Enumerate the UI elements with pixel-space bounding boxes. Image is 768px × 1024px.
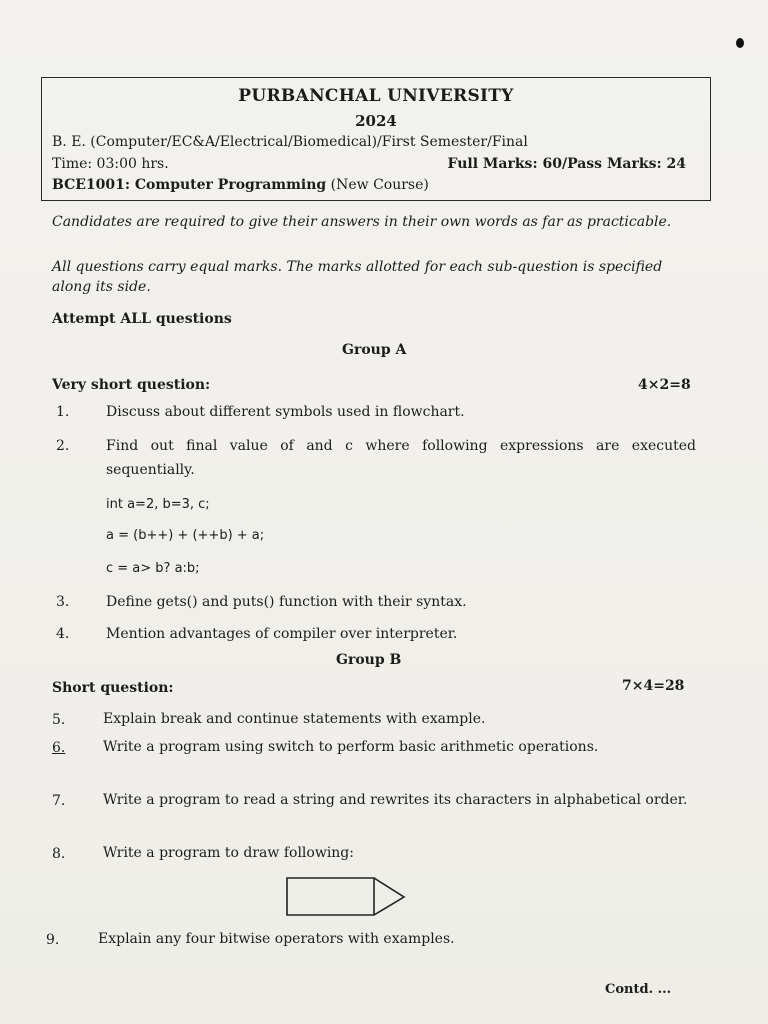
question-text: Write a program using switch to perform basic arithmetic operations. <box>103 739 599 755</box>
question-number: 2. <box>56 438 70 454</box>
question-text: Mention advantages of compiler over interpreter. <box>106 626 458 642</box>
question-number: 7. <box>52 793 66 809</box>
group-b-heading: Short question: <box>52 680 174 696</box>
question-number: 8. <box>52 846 66 862</box>
subject-code-bold: BCE1001: Computer Programming <box>52 177 327 193</box>
attempt-all-label: Attempt ALL questions <box>52 311 232 327</box>
question-number: 5. <box>52 712 66 728</box>
question-number: 1. <box>56 404 70 420</box>
course-line: B. E. (Computer/EC&A/Electrical/Biomedical)/First Semester/Final <box>52 134 528 150</box>
university-name: PURBANCHAL UNIVERSITY <box>238 86 514 106</box>
question-text: Discuss about different symbols used in flowchart. <box>106 404 465 420</box>
question-number: 3. <box>56 594 70 610</box>
group-b-title: Group B <box>336 652 402 668</box>
code-line: a = (b++) + (++b) + a; <box>106 528 265 543</box>
pentagon-arrow-shape <box>286 876 408 920</box>
subject-code <box>52 177 429 193</box>
group-b-marks: 7×4=28 <box>622 678 685 694</box>
question-text: Explain any four bitwise operators with examples. <box>98 931 455 947</box>
group-a-marks: 4×2=8 <box>638 377 691 393</box>
question-text: Find out final value of and c where following expressions are executed sequentially. <box>106 438 696 478</box>
group-a-heading: Very short question: <box>52 377 211 393</box>
ink-dot <box>736 38 744 48</box>
exam-header-box <box>41 77 711 201</box>
code-line: c = a> b? a:b; <box>106 561 200 576</box>
question-number: 9. <box>46 932 60 948</box>
exam-year: 2024 <box>355 112 397 130</box>
code-line: int a=2, b=3, c; <box>106 497 210 512</box>
question-text: Write a program to draw following: <box>103 845 354 861</box>
continued-label: Contd. ... <box>605 982 672 997</box>
subject-course-type: (New Course) <box>326 177 429 193</box>
exam-marks: Full Marks: 60/Pass Marks: 24 <box>447 156 686 172</box>
instruction-2: All questions carry equal marks. The marks allotted for each sub-question is specified along its side. <box>52 259 663 295</box>
question-number: 4. <box>56 626 70 642</box>
instruction-1: Candidates are required to give their answers in their own words as far as practicable. <box>52 214 672 230</box>
question-number: 6. <box>52 740 66 756</box>
question-text: Define gets() and puts() function with their syntax. <box>106 594 467 610</box>
question-text: Write a program to read a string and rewrites its characters in alphabetical order. <box>103 792 688 808</box>
group-a-title: Group A <box>342 342 407 358</box>
exam-time: Time: 03:00 hrs. <box>52 156 169 172</box>
question-text: Explain break and continue statements with example. <box>103 711 486 727</box>
